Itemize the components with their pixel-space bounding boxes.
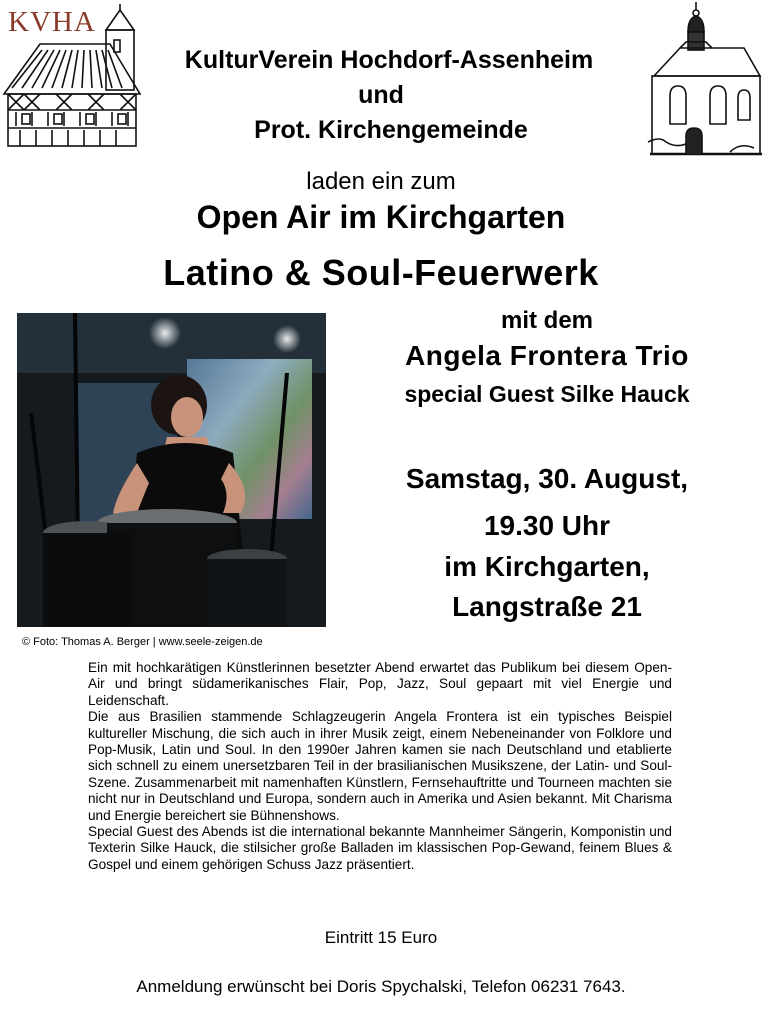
band-name: Angela Frontera Trio: [405, 340, 689, 371]
event-venue: im Kirchgarten,: [444, 551, 650, 582]
entry-price: Eintritt 15 Euro: [324, 928, 438, 947]
invite-line: laden ein zum: [306, 168, 456, 195]
kvha-logo-text: KVHA: [8, 6, 96, 38]
event-description: [88, 660, 672, 873]
organizer-name: KulturVerein Hochdorf-Assenheim: [184, 46, 594, 74]
lineup-intro: mit dem: [500, 307, 593, 334]
photo-credit: © Foto: Thomas A. Berger | www.seele-zeigen.de: [22, 636, 263, 648]
event-address: Langstraße 21: [452, 591, 642, 622]
organizer-conjunction: und: [358, 81, 404, 109]
co-organizer-name: Prot. Kirchengemeinde: [254, 116, 528, 144]
event-time: 19.30 Uhr: [483, 510, 611, 541]
description-paragraph: Die aus Brasilien stammende Schlagzeugerin Angela Frontera ist ein typisches Beispiel kultureller Mischung, die sich auch in ihrer Musik zeigt, einem Nebeneinander von Folklore und Pop-Musik, Latin und Soul. In den 1990er Jahren kamen sie nach Deutschland und etablierte sich schnell zu einem unersetzbaren Teil in der brasilianischen Musikszene, der Latin- und Soul-Szene. Zusammenarbeit mit namenhaften Künstlern, Fernsehauftritte und Tourneen machten sie nicht nur in Deutschland und Europa, sondern auch in Amerika und Asien bekannt. Mit Charisma und Energie bereichert sie Bühnenshows.: [88, 709, 672, 823]
event-date: Samstag, 30. August,: [405, 463, 689, 494]
performer-photo: [17, 313, 326, 627]
event-title: Open Air im Kirchgarten: [196, 199, 566, 235]
drummer-photo-illustration: [17, 313, 326, 627]
description-paragraph: Special Guest des Abends ist die international bekannte Mannheimer Sängerin, Komponistin und Texterin Silke Hauck, die stilsicher große Balladen im klassischen Pop-Gewand, feinem Blues & Gospel und einem gehörigen Schuss Jazz präsentiert.: [88, 824, 672, 872]
special-guest: special Guest Silke Hauck: [404, 381, 690, 407]
registration-info: Anmeldung erwünscht bei Doris Spychalski, Telefon 06231 7643.: [136, 977, 626, 996]
event-subtitle: Latino & Soul-Feuerwerk: [163, 252, 599, 293]
description-paragraph: Ein mit hochkarätigen Künstlerinnen besetzter Abend erwartet das Publikum bei diesem Open-Air und bringt südamerikanisches Flair, Pop, Jazz, Soul gepaart mit viel Energie und Leidenschaft.: [88, 660, 672, 708]
